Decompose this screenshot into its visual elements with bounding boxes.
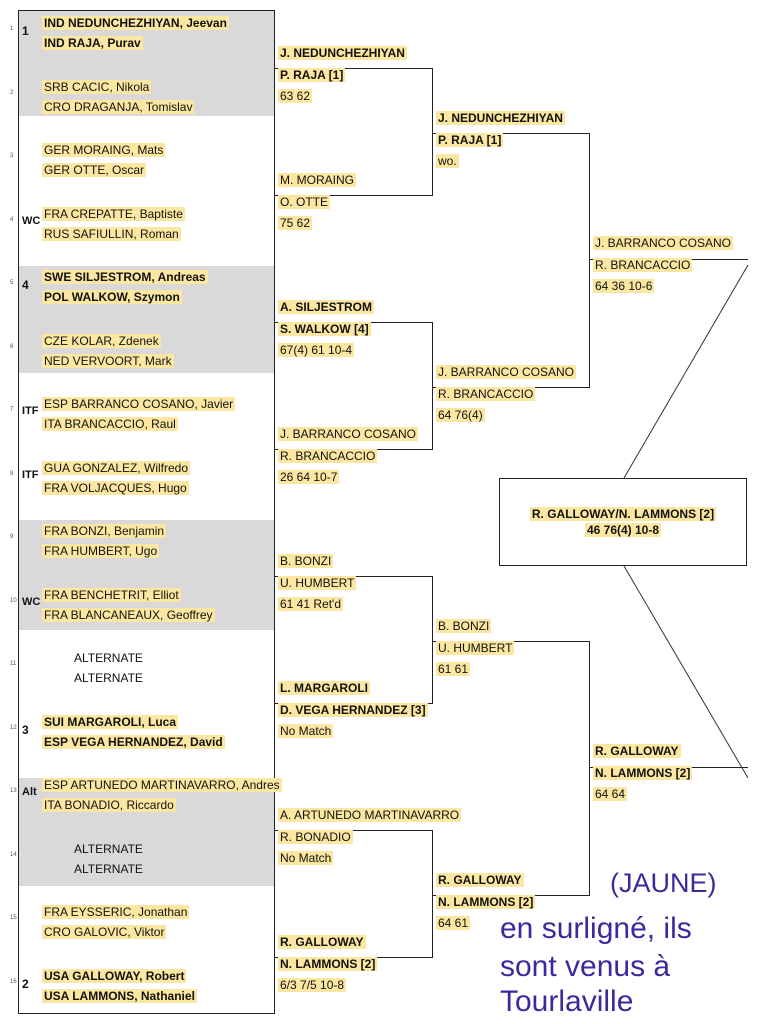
match-team-name: B. BONZI [280, 553, 332, 568]
entry-player-name: FRA BENCHETRIT, Elliot [44, 587, 179, 602]
match-score-text: 61 61 [438, 662, 469, 676]
match-team-name: M. MORAING [280, 172, 354, 187]
entry-player-name: POL WALKOW, Szymon [44, 290, 180, 304]
match-team-name: S. WALKOW [4] [280, 321, 369, 336]
match-score-text: 6/3 7/5 10-8 [280, 977, 345, 992]
entry-player-name: ESP ARTUNEDO MARTINAVARRO, Andres [44, 778, 280, 792]
match-score-text: 26 64 10-7 [280, 469, 338, 484]
entry-number: 16 [10, 978, 17, 985]
entry-player-name: FRA BONZI, Benjamin [44, 524, 165, 538]
entry-seed: Alt [22, 786, 37, 798]
entry-number: 6 [10, 343, 14, 350]
entry-player-name: RUS SAFIULLIN, Roman [44, 226, 179, 241]
match-team-name: R. BRANCACCIO [280, 448, 376, 463]
match-score-text: 63 62 [280, 88, 311, 103]
match-team-name: P. RAJA [1] [438, 133, 502, 147]
match-team-name: J. BARRANCO COSANO [438, 365, 575, 379]
entry-seed: WC [22, 595, 41, 608]
entry-player-name: ESP BARRANCO COSANO, Javier [44, 397, 234, 411]
match-team-name: L. MARGAROLI [280, 680, 368, 695]
entry-player-name: FRA CREPATTE, Baptiste [44, 206, 183, 221]
entry-player-name: GER OTTE, Oscar [44, 163, 145, 177]
entry-player-name: ITA BONADIO, Riccardo [44, 798, 174, 812]
match-team-name: N. LAMMONS [2] [280, 956, 376, 971]
note-line-3: sont venus à [500, 950, 671, 983]
match-team-name: P. RAJA [1] [280, 67, 344, 82]
entry-player-name: USA LAMMONS, Nathaniel [44, 988, 195, 1003]
final-winner: R. GALLOWAY/N. LAMMONS [2] [531, 507, 715, 521]
match-team-name: O. OTTE [280, 194, 328, 209]
entry-number: 14 [10, 851, 17, 858]
entry-number: 10 [10, 597, 17, 604]
match-team-name: B. BONZI [438, 619, 490, 633]
note-line-4: Tourlaville [500, 985, 634, 1018]
note-jaune: (JAUNE) [610, 868, 717, 898]
entry-player-name: ITA BRANCACCIO, Raul [44, 417, 176, 431]
entry-player-name: GER MORAING, Mats [44, 143, 164, 157]
match-team-name: J. NEDUNCHEZHIYAN [280, 45, 405, 60]
entry-number: 7 [10, 407, 14, 413]
entry-player-name: GUA GONZALEZ, Wilfredo [44, 460, 189, 475]
entry-player-name: CZE KOLAR, Zdenek [44, 333, 159, 348]
entry-seed: 2 [22, 976, 29, 991]
note-line-2: en surligné, ils [500, 912, 692, 945]
match-team-name: J. BARRANCO COSANO [280, 426, 417, 441]
match-score-text: 64 61 [438, 916, 469, 930]
entry-player-name: ALTERNATE [74, 671, 143, 685]
entry-player-name: CRO GALOVIC, Viktor [44, 925, 165, 939]
match-score-text: 64 76(4) [438, 408, 483, 422]
match-score-text: 67(4) 61 10-4 [280, 342, 353, 357]
entry-number: 5 [10, 280, 14, 286]
entry-number: 13 [10, 788, 17, 794]
match-score-text: 75 62 [280, 215, 311, 230]
entry-player-name: SUI MARGAROLI, Luca [44, 714, 177, 729]
match-team-name: A. ARTUNEDO MARTINAVARRO [280, 807, 460, 822]
entry-number: 4 [10, 216, 14, 223]
match-team-name: R. GALLOWAY [280, 934, 364, 949]
entry-player-name: CRO DRAGANJA, Tomislav [44, 99, 193, 114]
entry-number: 9 [10, 534, 14, 540]
entry-player-name: ESP VEGA HERNANDEZ, David [44, 734, 223, 749]
final-score: 46 76(4) 10-8 [586, 523, 660, 537]
entry-seed: 3 [22, 722, 29, 737]
match-team-name: N. LAMMONS [2] [438, 895, 534, 909]
entry-number: 12 [10, 724, 17, 731]
entry-seed: 4 [22, 278, 29, 292]
entry-player-name: ALTERNATE [74, 651, 143, 665]
entry-player-name: ALTERNATE [74, 861, 143, 876]
match-team-name: J. BARRANCO COSANO [595, 236, 732, 250]
match-score-text: No Match [280, 850, 332, 865]
match-team-name: A. SILJESTROM [280, 299, 373, 314]
entry-player-name: FRA HUMBERT, Ugo [44, 544, 158, 558]
entry-player-name: USA GALLOWAY, Robert [44, 968, 185, 983]
match-team-name: N. LAMMONS [2] [595, 766, 691, 780]
entry-number: 8 [10, 470, 14, 477]
entry-player-name: FRA VOLJACQUES, Hugo [44, 480, 187, 495]
entry-player-name: FRA EYSSERIC, Jonathan [44, 905, 188, 919]
entry-seed: ITF [22, 468, 39, 481]
match-team-name: R. GALLOWAY [595, 744, 679, 758]
match-score-text: wo. [438, 154, 457, 168]
entry-number: 11 [10, 661, 17, 667]
match-team-name: D. VEGA HERNANDEZ [3] [280, 702, 426, 717]
match-team-name: U. HUMBERT [280, 575, 355, 590]
entry-seed: 1 [22, 24, 29, 38]
match-score-text: 64 64 [595, 787, 626, 801]
entry-player-name: IND NEDUNCHEZHIYAN, Jeevan [44, 16, 227, 30]
entry-player-name: IND RAJA, Purav [44, 36, 141, 50]
entry-number: 3 [10, 153, 14, 159]
entry-number: 2 [10, 89, 14, 96]
match-score-text: 64 36 10-6 [595, 279, 653, 293]
entry-seed: ITF [22, 405, 39, 417]
entry-player-name: ALTERNATE [74, 841, 143, 856]
entry-number: 1 [10, 26, 14, 32]
entry-player-name: SRB CACIC, Nikola [44, 79, 150, 94]
match-team-name: J. NEDUNCHEZHIYAN [438, 111, 563, 125]
match-team-name: R. BRANCACCIO [595, 258, 691, 272]
entry-number: 15 [10, 915, 17, 921]
entry-seed: WC [22, 214, 41, 227]
match-score-text: 61 41 Ret'd [280, 596, 342, 611]
entry-player-name: FRA BLANCANEAUX, Geoffrey [44, 607, 213, 622]
entry-player-name: NED VERVOORT, Mark [44, 353, 172, 368]
match-score-text: No Match [280, 723, 332, 738]
match-team-name: R. GALLOWAY [438, 873, 522, 887]
match-team-name: U. HUMBERT [438, 641, 513, 655]
entry-player-name: SWE SILJESTROM, Andreas [44, 270, 206, 284]
match-team-name: R. BRANCACCIO [438, 387, 534, 401]
match-team-name: R. BONADIO [280, 829, 351, 844]
